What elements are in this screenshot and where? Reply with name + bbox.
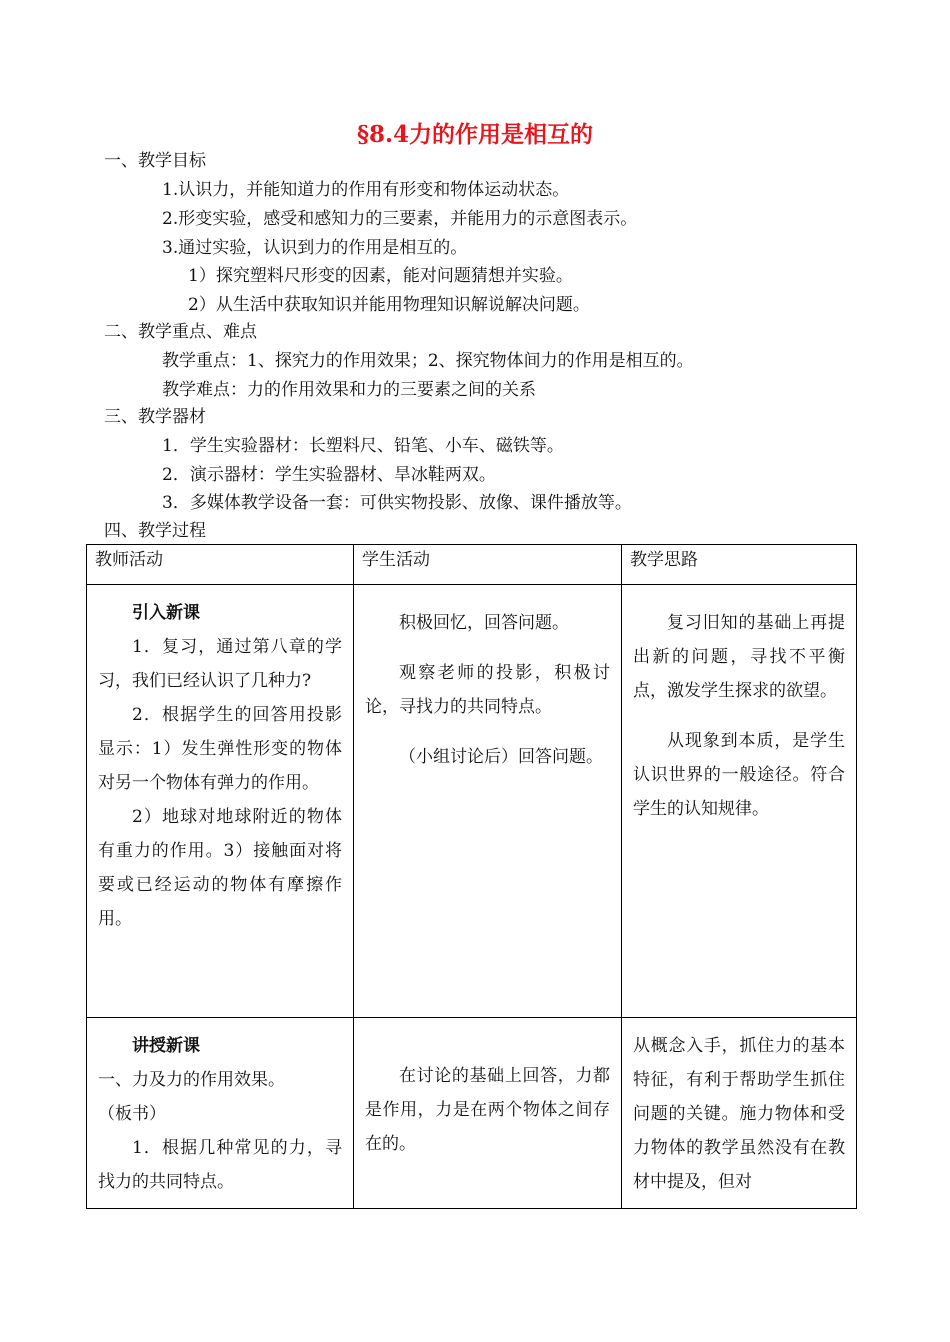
teacher-paragraph: 2．根据学生的回答用投影显示：1）发生弹性形变的物体对另一个物体有弹力的作用。 <box>98 705 342 793</box>
teacher-paragraph: （板书） <box>98 1104 166 1124</box>
idea-paragraph: 从现象到本质，是学生认识世界的一般途径。符合学生的认知规律。 <box>633 731 845 819</box>
student-cell <box>354 1018 622 1209</box>
teacher-cell <box>87 1018 354 1209</box>
objective-item-3: 3.通过实验，认识到力的作用是相互的。 <box>162 238 468 258</box>
teacher-cell <box>87 585 354 1018</box>
objective-subitem-1: 1）探究塑料尺形变的因素，能对问题猜想并实验。 <box>188 266 573 286</box>
header-student-activity: 学生活动 <box>354 545 622 585</box>
table-row <box>87 585 857 1018</box>
teacher-paragraph: 1．根据几种常见的力，寻找力的共同特点。 <box>98 1138 342 1192</box>
page-title: §8.4力的作用是相互的 <box>356 121 594 148</box>
header-teacher-activity: 教师活动 <box>87 545 354 585</box>
objective-item-1: 1.认识力，并能知道力的作用有形变和物体运动状态。 <box>162 180 570 200</box>
header-teaching-idea: 教学思路 <box>622 545 857 585</box>
idea-paragraph: 复习旧知的基础上再提出新的问题，寻找不平衡点，激发学生探求的欲望。 <box>633 613 845 701</box>
table-header-row <box>87 545 857 585</box>
equipment-item-3: 3．多媒体教学设备一套：可供实物投影、放像、课件播放等。 <box>162 493 632 513</box>
teacher-paragraph: 2）地球对地球附近的物体有重力的作用。3）接触面对将要或已经运动的物体有摩擦作用。 <box>98 807 342 929</box>
equipment-item-2: 2．演示器材：学生实验器材、旱冰鞋两双。 <box>162 465 496 485</box>
objective-subitem-2: 2）从生活中获取知识并能用物理知识解说解决问题。 <box>188 295 590 315</box>
objective-item-2: 2.形变实验，感受和感知力的三要素，并能用力的示意图表示。 <box>162 209 638 229</box>
equipment-item-1: 1．学生实验器材：长塑料尺、铅笔、小车、磁铁等。 <box>162 436 564 456</box>
row-title: 引入新课 <box>132 603 200 623</box>
student-paragraph: （小组讨论后）回答问题。 <box>399 747 603 767</box>
teaching-focus: 教学重点：1、探究力的作用效果；2、探究物体间力的作用是相互的。 <box>162 351 694 371</box>
section-heading-focus: 二、教学重点、难点 <box>104 322 257 342</box>
section-heading-equipment: 三、教学器材 <box>104 407 206 427</box>
idea-cell <box>622 585 857 1018</box>
teaching-difficulty: 教学难点：力的作用效果和力的三要素之间的关系 <box>162 380 536 400</box>
section-heading-process: 四、教学过程 <box>104 521 206 541</box>
teacher-paragraph: 一、力及力的作用效果。 <box>98 1070 285 1090</box>
teacher-paragraph: 1．复习，通过第八章的学习，我们已经认识了几种力? <box>98 637 342 691</box>
table-row <box>87 1018 857 1209</box>
row-title: 讲授新课 <box>132 1036 200 1056</box>
student-paragraph: 积极回忆，回答问题。 <box>399 613 569 633</box>
student-paragraph: 观察老师的投影，积极讨论，寻找力的共同特点。 <box>365 663 610 717</box>
idea-cell <box>622 1018 857 1209</box>
idea-paragraph: 从概念入手，抓住力的基本特征，有利于帮助学生抓住问题的关键。施力物体和受力物体的教学虽然没有在教材中提及，但对 <box>633 1036 845 1192</box>
student-paragraph: 在讨论的基础上回答，力都是作用，力是在两个物体之间存在的。 <box>365 1066 610 1154</box>
student-cell <box>354 585 622 1018</box>
section-heading-objectives: 一、教学目标 <box>104 151 206 171</box>
teaching-process-table <box>86 544 857 1209</box>
